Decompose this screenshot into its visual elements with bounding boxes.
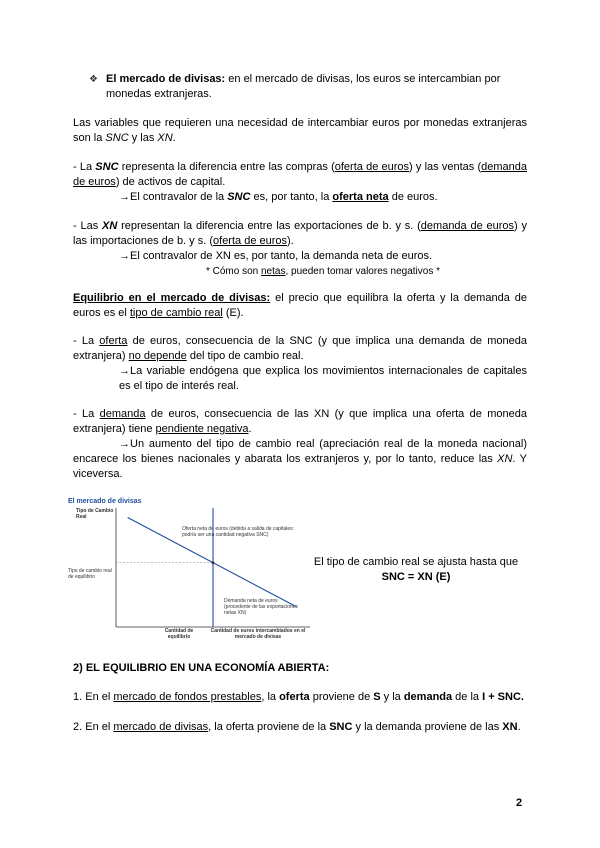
text: . (517, 721, 521, 733)
side-line-1: El tipo de cambio real se ajusta hasta que (313, 556, 519, 568)
demanda-euros-term: demanda de euros (420, 220, 515, 232)
snc-term: SNC (329, 721, 353, 733)
oferta-euros-term: oferta de euros (334, 161, 410, 173)
currency-market-chart (66, 494, 312, 642)
snc-term: SNC (227, 191, 251, 203)
no-depende-term: no depende (128, 350, 187, 362)
bullet-title: El mercado de divisas: (106, 73, 226, 85)
pendiente-negativa-term: pendiente negativa (155, 423, 249, 435)
demanda-consequence (73, 437, 527, 482)
text: ) y las ventas ( (409, 161, 482, 173)
y-eq-label: Tipo de cambio real de equilibrio (68, 568, 112, 580)
snc-paragraph (73, 160, 527, 205)
s-term: S (373, 691, 381, 703)
y-eq-label-box (68, 568, 114, 584)
text: Las variables que requieren una necesidad de intercambiar euros por monedas extranjeras son la (73, 117, 527, 144)
intro-paragraph (73, 116, 527, 146)
text: - La (73, 335, 100, 347)
text: , pueden tomar valores negativos * (285, 266, 441, 277)
text: ). (287, 235, 294, 247)
equilibrium-point (212, 561, 215, 564)
bullet-paragraph (106, 72, 526, 102)
text: , la (261, 691, 280, 703)
x-axis-label-box (206, 628, 310, 642)
section-heading: 2) EL EQUILIBRIO EN UNA ECONOMÍA ABIERTA: (73, 662, 330, 674)
oferta-neta-term: oferta neta (332, 191, 389, 203)
item-2 (73, 720, 527, 735)
xn-term: XN (502, 721, 518, 733)
demanda-euros-term: demanda de euros (73, 161, 527, 188)
supply-label-box (182, 526, 302, 548)
xn-consequence: →El contravalor de XN es, por tanto, la demanda neta de euros. (119, 250, 433, 262)
bullet-text: en el mercado de divisas, los euros se intercambian por (225, 73, 501, 85)
snc-consequence (73, 190, 527, 205)
xn-paragraph (73, 219, 527, 279)
bullet-text-2: monedas extranjeras. (106, 88, 212, 100)
snc-term: SNC (105, 132, 129, 144)
supply-label: Oferta neta de euros (debida a salida de capitales: podría ser una cantidad negativa SNC) (182, 526, 295, 538)
text: - La (73, 408, 100, 420)
text: . (248, 423, 252, 435)
text: →Un aumento del tipo de cambio real (apreciación real de la moneda nacional) encarece los bienes nacionales y abarata los extranjeros y, por lo tanto, reduce las (73, 438, 527, 465)
oferta-paragraph (73, 334, 527, 394)
chart-side-text (306, 555, 526, 585)
text: →El contravalor de la (119, 191, 228, 203)
text: del tipo de cambio real. (186, 350, 304, 362)
text: . (172, 132, 176, 144)
text: de euros, consecuencia de las XN (y que implica una oferta de moneda extranjera) tiene (73, 408, 527, 435)
page-number: 2 (516, 797, 523, 809)
note (73, 264, 527, 279)
text: 2. En el (73, 721, 114, 733)
side-line-2: SNC = XN (E) (381, 571, 451, 583)
x-eq-label: Cantidad de equilibrio (164, 628, 194, 640)
bullet-icon: ❖ (89, 74, 98, 85)
chart-svg (66, 494, 312, 642)
text: es, por tanto, la (250, 191, 333, 203)
netas-term: netas (261, 266, 286, 277)
text: . Y viceversa. (73, 453, 527, 480)
xn-term: XN (497, 453, 513, 465)
tipo-cambio-real-term: tipo de cambio real (129, 307, 223, 319)
demand-label: Demanda neta de euros (procedente de las exportaciones netas XN) (224, 598, 298, 616)
x-eq-label-box (159, 628, 199, 642)
text: (E). (222, 307, 244, 319)
demanda-paragraph (73, 407, 527, 482)
text: representa la diferencia entre las compras ( (118, 161, 335, 173)
text: , la oferta proviene de la (208, 721, 330, 733)
text: y la demanda proviene de las (352, 721, 503, 733)
y-axis-label: Tipo de Cambio Real (76, 508, 114, 520)
text: ) y las importaciones de b. y s. ( (73, 220, 527, 247)
oferta-euros-term: oferta de euros (213, 235, 288, 247)
text: y la (380, 691, 404, 703)
xn-term: XN (102, 220, 118, 232)
demanda-term: demanda (403, 691, 453, 703)
snc-term: SNC (95, 161, 119, 173)
oferta-consequence: →La variable endógena que explica los movimientos internacionales de capitales es el tipo de interés real. (119, 365, 527, 392)
text: de euros, consecuencia de la SNC (y que implica una demanda de moneda extranjera) (73, 335, 527, 362)
text: proviene de (309, 691, 374, 703)
text: - Las (73, 220, 102, 232)
chart-title: El mercado de divisas (68, 498, 142, 505)
text: de euros. (388, 191, 438, 203)
oferta-term: oferta (279, 691, 310, 703)
i-snc-term: I + SNC. (482, 691, 524, 703)
text: y las (128, 132, 158, 144)
fondos-prestables-term: mercado de fondos prestables (113, 691, 262, 703)
equilibrium-paragraph (73, 291, 527, 321)
text: * Cómo son (205, 266, 261, 277)
text: representan la diferencia entre las exportaciones de b. y s. ( (117, 220, 421, 232)
mercado-divisas-term: mercado de divisas (113, 721, 209, 733)
xn-term: XN (157, 132, 173, 144)
demanda-term: demanda (99, 408, 146, 420)
text: 1. En el (73, 691, 114, 703)
item-1 (73, 690, 527, 705)
text: el precio que equilibra la oferta y la demanda de euros es el (73, 292, 528, 319)
y-axis-label-box (76, 508, 116, 538)
oferta-term: oferta (99, 335, 128, 347)
x-axis-label: Cantidad de euros intercambiados en el mercado de divisas (210, 628, 306, 640)
text: ) de activos de capital. (115, 176, 226, 188)
equilibrium-heading: Equilibrio en el mercado de divisas: (73, 292, 271, 304)
text: - La (73, 161, 96, 173)
demand-label-box (224, 598, 304, 622)
text: de la (452, 691, 483, 703)
